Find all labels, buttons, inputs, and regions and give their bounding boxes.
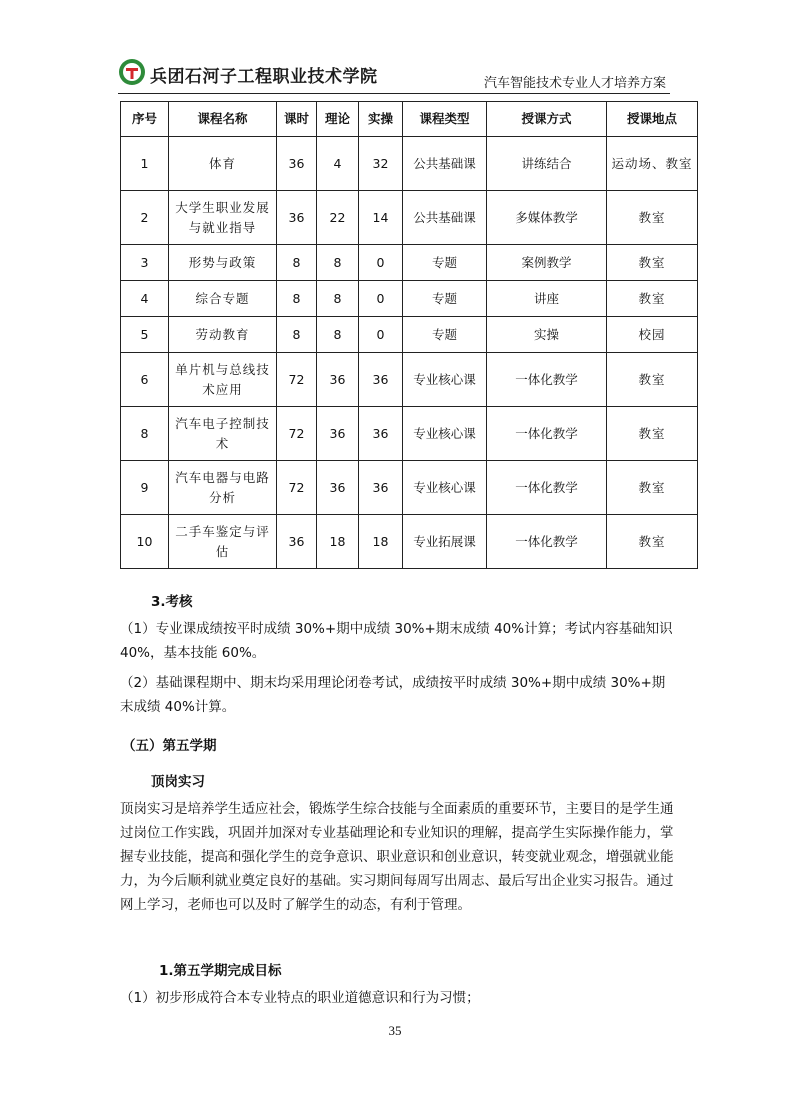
theory-hours: 8 (317, 245, 359, 281)
column-header: 理论 (317, 102, 359, 137)
course-type: 专业核心课 (403, 407, 487, 461)
theory-hours: 36 (317, 461, 359, 515)
practice-hours: 32 (359, 137, 403, 191)
theory-hours: 18 (317, 515, 359, 569)
course-hours: 8 (277, 245, 317, 281)
teaching-method: 一体化教学 (487, 515, 607, 569)
practice-hours: 36 (359, 353, 403, 407)
theory-hours: 4 (317, 137, 359, 191)
teaching-method: 一体化教学 (487, 407, 607, 461)
course-table (120, 101, 698, 569)
column-header: 实操 (359, 102, 403, 137)
assessment-heading: 3.考核 (151, 594, 193, 610)
course-hours: 72 (277, 353, 317, 407)
course-type: 专业拓展课 (403, 515, 487, 569)
table-header-row (121, 102, 698, 137)
goal-heading: 1.第五学期完成目标 (159, 963, 282, 979)
teaching-place: 运动场、教室 (607, 137, 698, 191)
school-logo-icon (118, 58, 146, 86)
table-row (121, 317, 698, 353)
course-name: 汽车电器与电路分析 (169, 461, 277, 515)
practice-hours: 0 (359, 245, 403, 281)
course-hours: 72 (277, 461, 317, 515)
course-name: 劳动教育 (169, 317, 277, 353)
course-type: 公共基础课 (403, 137, 487, 191)
row-number: 6 (121, 353, 169, 407)
table-row (121, 353, 698, 407)
column-header: 序号 (121, 102, 169, 137)
goal-item-1: （1）初步形成符合本专业特点的职业道德意识和行为习惯； (120, 990, 480, 1006)
teaching-method: 一体化教学 (487, 353, 607, 407)
school-name: 兵团石河子工程职业技术学院 (150, 67, 378, 87)
practice-hours: 0 (359, 317, 403, 353)
practice-hours: 14 (359, 191, 403, 245)
internship-heading: 顶岗实习 (151, 774, 205, 790)
teaching-method: 讲座 (487, 281, 607, 317)
table-row (121, 245, 698, 281)
course-type: 专题 (403, 317, 487, 353)
page-header (118, 56, 670, 94)
theory-hours: 36 (317, 353, 359, 407)
teaching-place: 教室 (607, 353, 698, 407)
teaching-method: 多媒体教学 (487, 191, 607, 245)
page-number: 35 (388, 1023, 402, 1038)
teaching-method: 实操 (487, 317, 607, 353)
row-number: 2 (121, 191, 169, 245)
header-rule (118, 93, 670, 94)
course-name: 综合专题 (169, 281, 277, 317)
practice-hours: 0 (359, 281, 403, 317)
course-type: 公共基础课 (403, 191, 487, 245)
theory-hours: 22 (317, 191, 359, 245)
assessment-paragraph-1: （1）专业课成绩按平时成绩 30%+期中成绩 30%+期末成绩 40%计算；考试内容基础知识 40%，基本技能 60%。 (120, 621, 673, 661)
course-name: 汽车电子控制技术 (169, 407, 277, 461)
practice-hours: 18 (359, 515, 403, 569)
theory-hours: 36 (317, 407, 359, 461)
course-name: 形势与政策 (169, 245, 277, 281)
column-header: 课时 (277, 102, 317, 137)
course-hours: 36 (277, 515, 317, 569)
teaching-place: 教室 (607, 407, 698, 461)
theory-hours: 8 (317, 317, 359, 353)
assessment-paragraph-2: （2）基础课程期中、期末均采用理论闭卷考试，成绩按平时成绩 30%+期中成绩 30%+期末成绩 40%计算。 (120, 675, 666, 715)
teaching-method: 一体化教学 (487, 461, 607, 515)
theory-hours: 8 (317, 281, 359, 317)
teaching-place: 教室 (607, 245, 698, 281)
row-number: 10 (121, 515, 169, 569)
course-hours: 72 (277, 407, 317, 461)
row-number: 3 (121, 245, 169, 281)
practice-hours: 36 (359, 407, 403, 461)
course-name: 体育 (169, 137, 277, 191)
practice-hours: 36 (359, 461, 403, 515)
table-row (121, 407, 698, 461)
course-table-body (121, 137, 698, 569)
course-type: 专业核心课 (403, 461, 487, 515)
course-hours: 36 (277, 191, 317, 245)
course-hours: 36 (277, 137, 317, 191)
teaching-place: 校园 (607, 317, 698, 353)
table-row (121, 281, 698, 317)
teaching-place: 教室 (607, 515, 698, 569)
course-name: 大学生职业发展与就业指导 (169, 191, 277, 245)
table-row (121, 515, 698, 569)
course-name: 二手车鉴定与评估 (169, 515, 277, 569)
row-number: 4 (121, 281, 169, 317)
column-header: 授课地点 (607, 102, 698, 137)
document-title: 汽车智能技术专业人才培养方案 (483, 76, 666, 91)
column-header: 课程名称 (169, 102, 277, 137)
course-type: 专题 (403, 281, 487, 317)
course-type: 专业核心课 (403, 353, 487, 407)
column-header: 授课方式 (487, 102, 607, 137)
row-number: 5 (121, 317, 169, 353)
semester-heading: （五）第五学期 (122, 738, 217, 754)
row-number: 8 (121, 407, 169, 461)
course-hours: 8 (277, 281, 317, 317)
course-hours: 8 (277, 317, 317, 353)
teaching-place: 教室 (607, 461, 698, 515)
teaching-method: 讲练结合 (487, 137, 607, 191)
row-number: 1 (121, 137, 169, 191)
course-name: 单片机与总线技术应用 (169, 353, 277, 407)
table-row (121, 461, 698, 515)
teaching-place: 教室 (607, 281, 698, 317)
course-type: 专题 (403, 245, 487, 281)
teaching-method: 案例教学 (487, 245, 607, 281)
row-number: 9 (121, 461, 169, 515)
table-row (121, 137, 698, 191)
column-header: 课程类型 (403, 102, 487, 137)
internship-paragraph: 顶岗实习是培养学生适应社会，锻炼学生综合技能与全面素质的重要环节，主要目的是学生通过岗位工作实践，巩固并加深对专业基础理论和专业知识的理解，提高学生实际操作能力，掌握专业技能，提高和强化学生的竞争意识、职业意识和创业意识，转变就业观念，增强就业能力，为今后顺利就业奠定良好的基础。实习期间每周写出周志、最后写出企业实习报告。通过网上学习，老师也可以及时了解学生的动态，有利于管理。 (120, 801, 674, 913)
table-row (121, 191, 698, 245)
teaching-place: 教室 (607, 191, 698, 245)
